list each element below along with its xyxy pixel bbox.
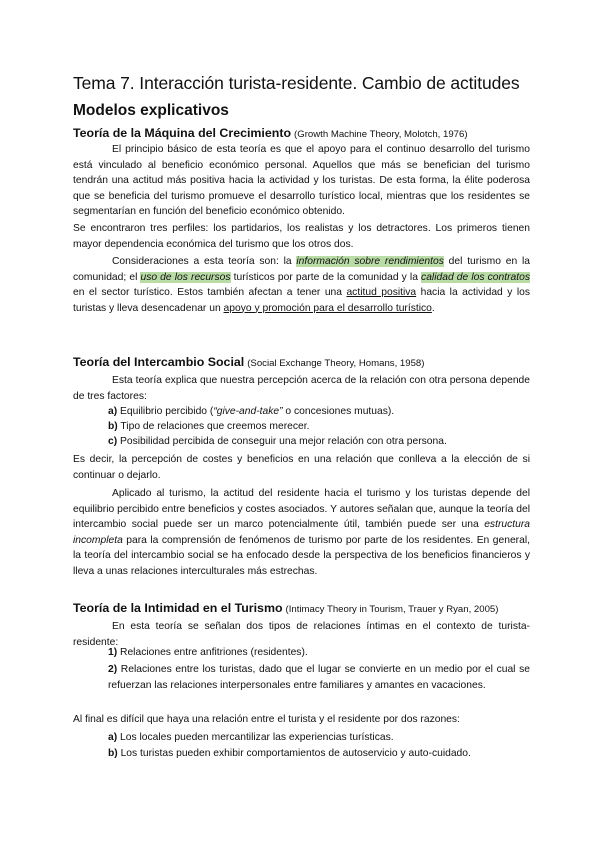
theory-growth-paragraph-3: Consideraciones a esta teoría son: la información sobre rendimientos del turismo en la comunidad; el uso de los recursos turísticos por parte de la comunidad y la calidad de los contratos en el sector turístico. Estos también afectan a tener una actitud positiva hacia la actividad y los turistas y lleva desencadenar un apoyo y promoción para el desarrollo turístico. [73, 256, 530, 314]
theory-growth-paragraph-1: El principio básico de esta teoría es que el apoyo para el continuo desarrollo del turismo está vinculado al beneficio económico personal. Aquellos que más se benefician del turismo tendrán una actitud más positiva hacia la actividad y los turistas. De esta forma, la élite poderosa que se beneficia del turismo promueve el desarrollo turístico local, mientras que los residentes se segmentarían en función del beneficio económico obtenido. [73, 144, 530, 217]
theory-social-heading [73, 354, 424, 372]
theory-intimacy-paragraph-2: Al final es difícil que haya una relación entre el turista y el residente por dos razones: [73, 714, 460, 725]
highlight-contratos: calidad de los contratos [421, 271, 530, 283]
list-item: b) Tipo de relaciones que creemos merecer. [108, 421, 310, 432]
theory-growth-title: Teoría de la Máquina del Crecimiento [73, 126, 292, 140]
theory-social-paragraph-2: Es decir, la percepción de costes y beneficios en una relación que conlleva a la elección de si continuar o dejarlo. [73, 454, 530, 481]
underline-apoyo: apoyo y promoción para el desarrollo turístico [223, 302, 432, 314]
document-title: Tema 7. Interacción turista-residente. Cambio de actitudes [73, 73, 520, 93]
underline-actitud: actitud positiva [346, 287, 417, 298]
theory-social-title: Teoría del Intercambio Social [73, 355, 245, 369]
theory-intimacy-title: Teoría de la Intimidad en el Turismo [73, 601, 283, 615]
theory-social-paragraph-3: Aplicado al turismo, la actitud del residente hacia el turismo y los turistas depende del equilibrio percibido entre beneficios y costes asociados. Y autores señalan que, aunque la teoría del intercambio social puede ser un marco potencialmente útil, también puede ser una estructura incompleta para la comprensión de fenómenos de turismo por parte de los residentes. En general, la teoría del intercambio social se ha enfocado desde la perspectiva de los beneficios financieros y lleva a unas relaciones interculturales más estrechas. [73, 488, 530, 577]
list-item: c) Posibilidad percibida de conseguir una mejor relación con otra persona. [108, 436, 447, 447]
theory-intimacy-paragraph-1: En esta teoría se señalan dos tipos de relaciones íntimas en el contexto de turista-residente: [73, 621, 530, 648]
theory-social-paragraph-1: Esta teoría explica que nuestra percepción acerca de la relación con otra persona depende de tres factores: [73, 375, 530, 402]
theory-growth-heading [73, 125, 468, 143]
theory-intimacy-heading [73, 600, 498, 618]
theory-intimacy-source: (Intimacy Theory in Tourism, Trauer y Ryan, 2005) [285, 604, 499, 615]
list-item: a) Los locales pueden mercantilizar las experiencias turísticas. [108, 732, 394, 743]
list-item: 2) Relaciones entre los turistas, dado que el lugar se convierte en un medio por el cual se refuerzan las relaciones interpersonales entre familiares y amantes en vacaciones. [108, 664, 530, 691]
theory-growth-paragraph-2: Se encontraron tres perfiles: los partidarios, los realistas y los detractores. Los primeros tienen mayor dependencia económica del turismo que los otros dos. [73, 223, 530, 250]
theory-growth-source: (Growth Machine Theory, Molotch, 1976) [294, 129, 468, 140]
list-item: b) Los turistas pueden exhibir comportamientos de autoservicio y auto-cuidado. [108, 748, 471, 759]
section-heading: Modelos explicativos [73, 102, 229, 119]
list-item: 1) Relaciones entre anfitriones (residentes). [108, 647, 308, 658]
highlight-rendimientos: información sobre rendimientos [296, 256, 444, 267]
theory-social-source: (Social Exchange Theory, Homans, 1958) [247, 358, 425, 369]
list-item: a) Equilibrio percibido (“give-and-take” o concesiones mutuas). [108, 406, 395, 417]
highlight-recursos: uso de los recursos [140, 271, 231, 283]
